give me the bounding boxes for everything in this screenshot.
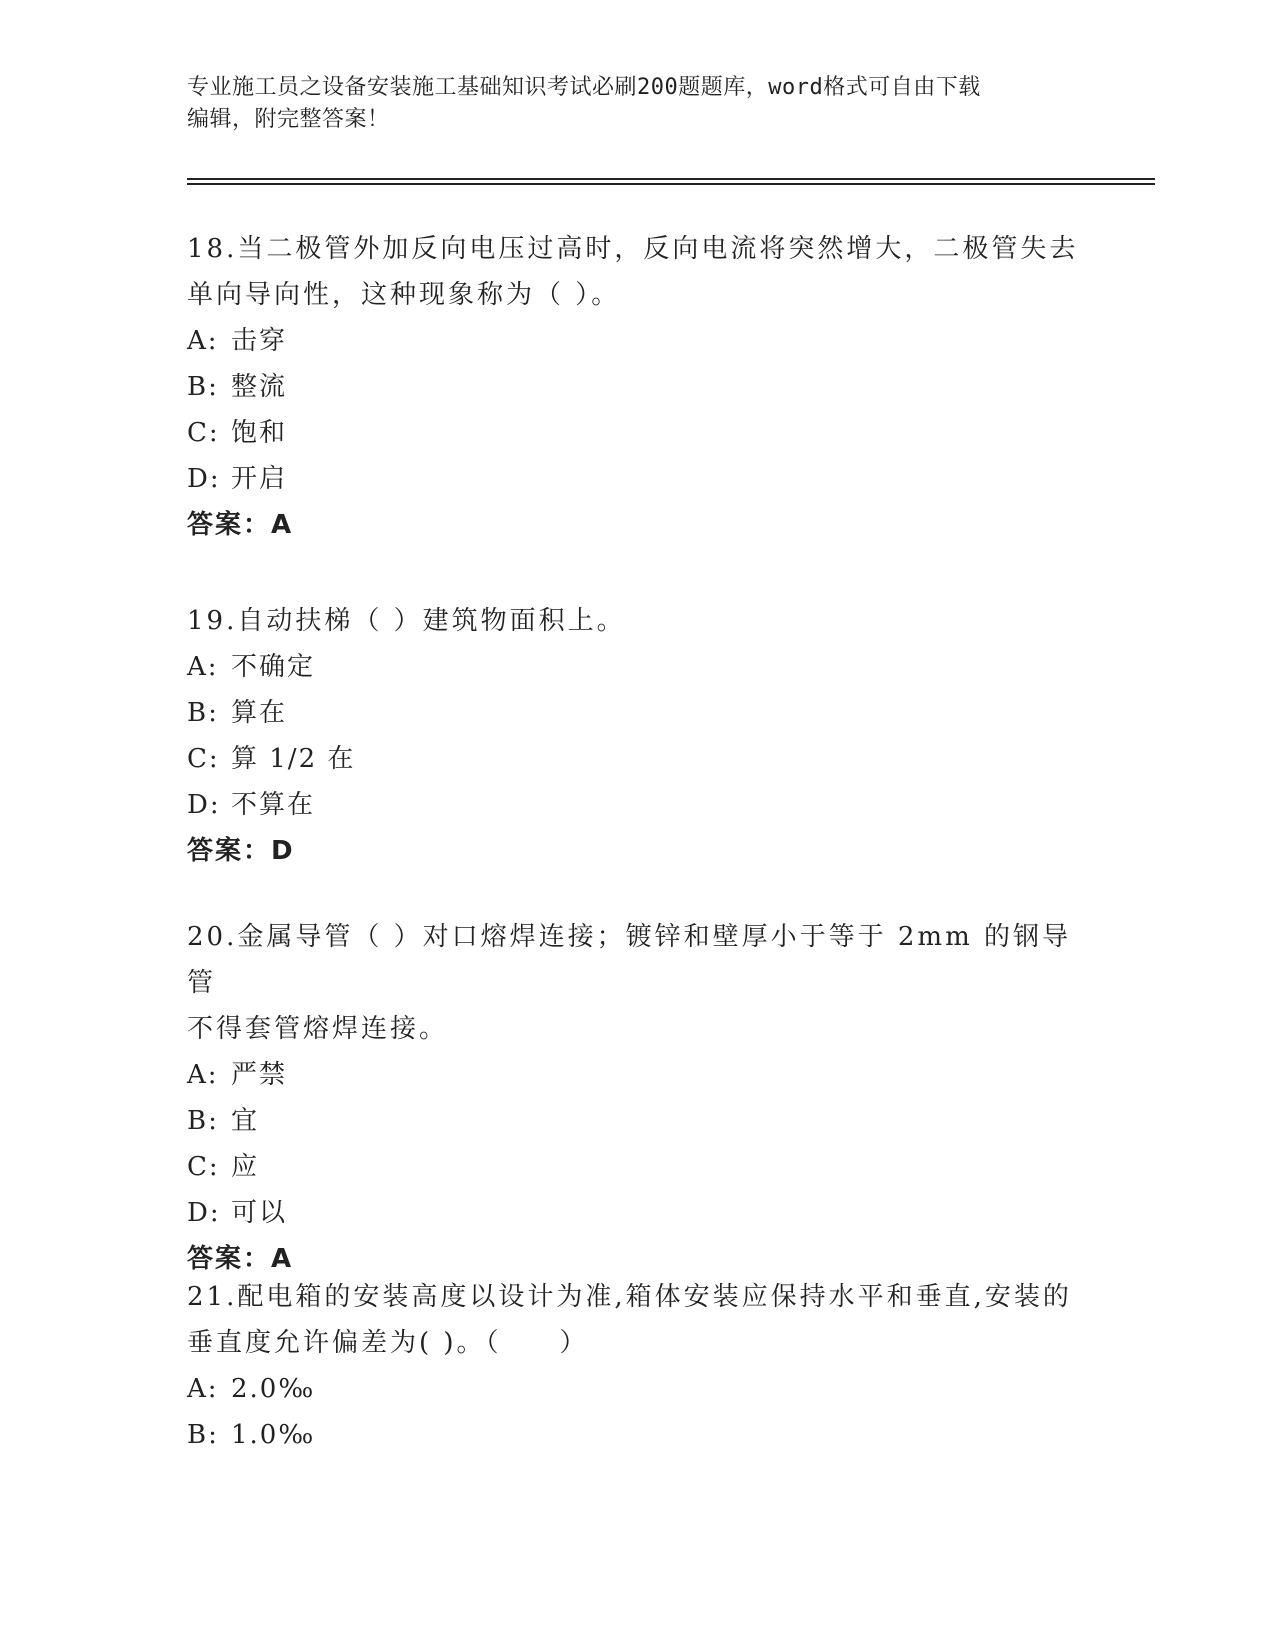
option-text: 击穿	[231, 326, 288, 356]
option-b	[187, 1412, 1087, 1458]
option-d	[187, 456, 1087, 502]
option-letter: B:	[187, 372, 219, 402]
option-text: 算在	[231, 698, 288, 728]
option-letter: C:	[187, 744, 220, 774]
option-c	[187, 736, 1087, 782]
question-20	[187, 914, 1087, 1282]
option-letter: B:	[187, 1106, 219, 1136]
option-letter: A:	[187, 1060, 219, 1090]
option-a	[187, 318, 1087, 364]
option-letter: B:	[187, 1420, 219, 1450]
question-stem-line: 垂直度允许偏差为( )。（ ）	[187, 1328, 589, 1358]
option-d	[187, 1190, 1087, 1236]
option-letter: C:	[187, 418, 220, 448]
option-text: 可以	[231, 1198, 288, 1228]
option-letter: D:	[187, 1198, 221, 1228]
option-text: 2.0‰	[231, 1374, 316, 1404]
question-stem-line: 20.金属导管（ ）对口熔焊连接；镀锌和壁厚小于等于 2mm 的钢导管	[187, 922, 1071, 998]
option-letter: B:	[187, 698, 219, 728]
question-stem-line: 单向导向性，这种现象称为（ ）。	[187, 280, 621, 310]
question-stem-line: 21.配电箱的安装高度以设计为准,箱体安装应保持水平和垂直,安装的	[187, 1282, 1072, 1312]
header-divider-top	[187, 178, 1155, 180]
option-d	[187, 782, 1087, 828]
option-b	[187, 1098, 1087, 1144]
answer-line: 答案：D	[187, 836, 295, 866]
option-a	[187, 1366, 1087, 1412]
option-letter: D:	[187, 790, 221, 820]
option-text: 饱和	[231, 418, 288, 448]
option-text: 不确定	[231, 652, 316, 682]
option-text: 1.0‰	[231, 1420, 316, 1450]
question-19	[187, 598, 1087, 874]
option-letter: A:	[187, 1374, 219, 1404]
option-text: 不算在	[231, 790, 316, 820]
header-divider-bottom	[187, 183, 1155, 185]
option-letter: C:	[187, 1152, 220, 1182]
option-b	[187, 690, 1087, 736]
question-stem-line: 不得套管熔焊连接。	[187, 1014, 449, 1044]
option-text: 算 1/2 在	[231, 744, 356, 774]
document-header	[187, 72, 1067, 136]
question-18	[187, 226, 1087, 548]
question-stem-line: 19.自动扶梯（ ）建筑物面积上。	[187, 606, 626, 636]
option-c	[187, 410, 1087, 456]
option-text: 开启	[231, 464, 288, 494]
answer-line: 答案：A	[187, 510, 294, 540]
question-21	[187, 1274, 1087, 1458]
option-text: 严禁	[231, 1060, 288, 1090]
question-stem-line: 18.当二极管外加反向电压过高时，反向电流将突然增大，二极管失去	[187, 234, 1079, 264]
option-text: 整流	[231, 372, 288, 402]
option-text: 宜	[231, 1106, 260, 1136]
answer-line: 答案：A	[187, 1244, 294, 1274]
option-letter: A:	[187, 326, 219, 356]
option-c	[187, 1144, 1087, 1190]
option-a	[187, 644, 1087, 690]
option-letter: D:	[187, 464, 221, 494]
option-a	[187, 1052, 1087, 1098]
option-text: 应	[231, 1152, 260, 1182]
header-line-1: 专业施工员之设备安装施工基础知识考试必刷200题题库，word格式可自由下载	[187, 75, 981, 100]
header-line-2: 编辑，附完整答案！	[187, 107, 390, 132]
option-letter: A:	[187, 652, 219, 682]
option-b	[187, 364, 1087, 410]
